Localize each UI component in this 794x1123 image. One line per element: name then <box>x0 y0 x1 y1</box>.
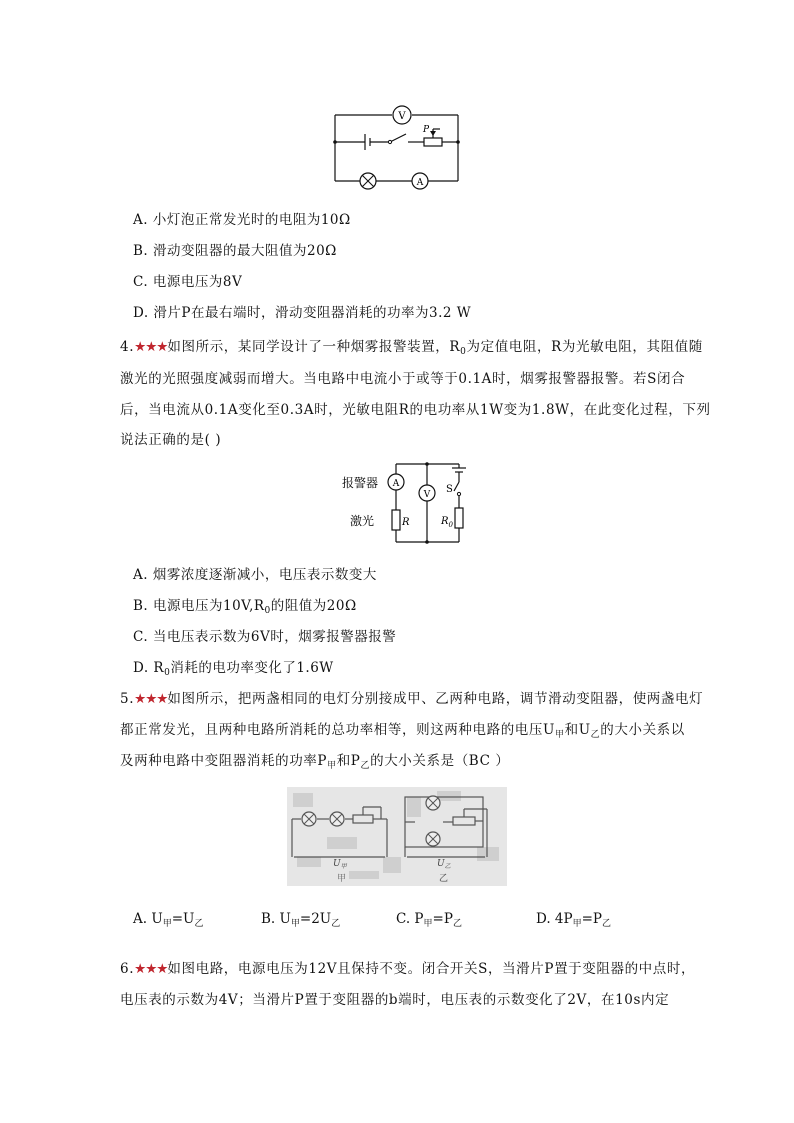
q5-option-b-mid: =2U <box>299 911 332 927</box>
alarm-label: 报警器 <box>342 476 379 490</box>
u-yi-label: $U_乙$ <box>437 859 451 870</box>
q5-option-c <box>396 911 462 929</box>
q4-text-1a: 如图所示，某同学设计了一种烟雾报警装置，R <box>167 339 461 355</box>
q4-option-c: C. 当电压表示数为6V时，烟雾报警器报警 <box>133 629 397 645</box>
q4-difficulty-stars: ★★★ <box>134 339 168 355</box>
ammeter-label: A <box>392 479 400 489</box>
laser-label: 激光 <box>350 514 375 528</box>
q5-option-a-s2: 乙 <box>194 919 204 929</box>
q4-line-4: 说法正确的是( ) <box>120 432 222 448</box>
q5-line-2 <box>120 718 685 740</box>
q5-text-2s2: 乙 <box>590 730 601 740</box>
q5-option-c-s2: 乙 <box>452 919 462 929</box>
q4-text-1b: 为定值电阻，R为光敏电阻，其阻值随 <box>466 339 703 355</box>
voltmeter-label: V <box>398 111 406 122</box>
q5-text-2b: 的大小关系以 <box>600 722 685 738</box>
q5-option-d-s1: 甲 <box>572 919 582 929</box>
q5-number: 5. <box>120 691 135 707</box>
q3-circuit-diagram <box>330 98 465 190</box>
q5-line-3 <box>120 749 510 771</box>
q4-number: 4. <box>120 339 135 355</box>
q3-option-c: C. 电源电压为8V <box>133 274 243 290</box>
u-jia-label: $U_甲$ <box>333 859 347 870</box>
q5-text-2a: 都正常发光，且两种电路所消耗的总功率相等，则这两种电路的电压U <box>120 722 555 738</box>
q5-option-d-part1: D. 4P <box>536 911 573 927</box>
q4-line-3: 后，当电流从0.1A变化至0.3A时，光敏电阻R的电功率从1W变为1.8W，在此变化过程，下列 <box>120 402 711 418</box>
q6-line-1 <box>120 957 695 977</box>
circuit-jia-label: 甲 <box>337 874 347 884</box>
resistor-r0-label: $R_0$ <box>441 516 453 529</box>
q5-option-b <box>261 911 340 929</box>
q5-difficulty-stars: ★★★ <box>134 691 168 707</box>
slider-p-label: P <box>423 125 430 135</box>
q3-option-d: D. 滑片P在最右端时，滑动变阻器消耗的功率为3.2 W <box>133 305 472 321</box>
q5-option-c-s1: 甲 <box>423 919 433 929</box>
q5-text-3a: 及两种电路中变阻器消耗的功率P <box>120 753 328 769</box>
q4-option-b <box>133 594 357 616</box>
resistor-r-label: R <box>402 517 410 528</box>
q5-text-3s1: 甲 <box>327 761 337 771</box>
ammeter-label: A <box>416 178 424 188</box>
q5-line-1 <box>120 687 703 707</box>
q4-option-d <box>133 656 334 678</box>
switch-s-label: S <box>446 484 453 495</box>
q4-option-b-sub: 0 <box>264 606 271 616</box>
q4-circuit-diagram <box>342 458 472 552</box>
q5-option-c-mid: =P <box>432 911 453 927</box>
q5-option-b-s1: 甲 <box>290 919 300 929</box>
q4-option-d-sub: 0 <box>164 668 171 678</box>
q4-option-a: A. 烟雾浓度逐渐减小，电压表示数变大 <box>133 567 377 583</box>
q4-line-2: 激光的光照强度减弱而增大。当电路中电流小于或等于0.1A时，烟雾报警器报警。若S闭合 <box>120 371 686 387</box>
q5-option-d-s2: 乙 <box>602 919 612 929</box>
q5-text-1: 如图所示，把两盏相同的电灯分别接成甲、乙两种电路，调节滑动变阻器，使两盏电灯 <box>167 691 704 707</box>
q6-difficulty-stars: ★★★ <box>134 961 168 977</box>
q4-option-b-part1: B. 电源电压为10V,R <box>133 598 265 614</box>
q5-text-3s2: 乙 <box>360 761 371 771</box>
q4-option-d-part1: D. R <box>133 660 165 676</box>
q6-text-1: 如图电路，电源电压为12V且保持不变。闭合开关S，当滑片P置于变阻器的中点时， <box>167 961 696 977</box>
q4-option-b-part2: 的阻值为20Ω <box>270 598 357 614</box>
q5-option-a <box>133 911 203 929</box>
q5-option-a-s1: 甲 <box>162 919 172 929</box>
q5-option-d <box>536 911 611 929</box>
q5-option-d-mid: =P <box>581 911 603 927</box>
q5-text-3m: 和P <box>336 753 361 769</box>
q4-line-1 <box>120 335 703 357</box>
q4-option-d-part2: 消耗的电功率变化了1.6W <box>170 660 334 676</box>
circuit-yi-label: 乙 <box>439 874 449 884</box>
q5-option-b-s2: 乙 <box>331 919 341 929</box>
q5-option-a-part1: A. U <box>133 911 163 927</box>
q4-text-1sub: 0 <box>460 347 467 357</box>
lamp-icon <box>360 173 376 189</box>
q5-text-2m: 和U <box>564 722 591 738</box>
q3-option-a: A. 小灯泡正常发光时的电阻为10Ω <box>133 212 351 228</box>
q5-option-a-mid: =U <box>171 911 195 927</box>
q5-option-b-part1: B. U <box>261 911 291 927</box>
q3-option-b: B. 滑动变阻器的最大阻值为20Ω <box>133 243 337 259</box>
q5-text-2s1: 甲 <box>554 730 565 740</box>
q5-text-3b: 的大小关系是（BC ） <box>370 753 510 769</box>
q5-option-c-part1: C. P <box>396 911 424 927</box>
q5-circuit-diagram <box>287 787 507 886</box>
q6-number: 6. <box>120 961 135 977</box>
q6-line-2: 电压表的示数为4V；当滑片P置于变阻器的b端时，电压表的示数变化了2V，在10s内定 <box>120 992 670 1008</box>
voltmeter-label: V <box>423 490 431 500</box>
